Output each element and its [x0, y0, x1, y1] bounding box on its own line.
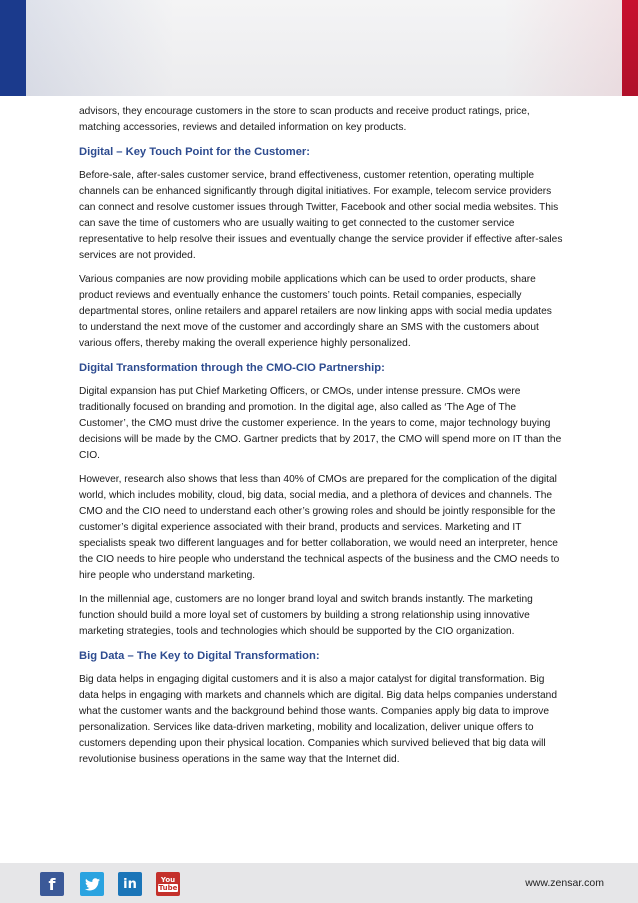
heading-cmo-cio-partnership: Digital Transformation through the CMO-CIO Partnership:: [79, 362, 385, 374]
linkedin-icon[interactable]: [118, 872, 142, 896]
youtube-glyph-bottom: Tube: [158, 884, 178, 892]
paragraph-millennial-age: In the millennial age, customers are no longer brand loyal and switch brands instantly. The marketing function should build a more loyal set of customers by building a strong relationship using innovative marketing strategies, tools and technologies which should be supported by the CIO organization.: [79, 594, 533, 637]
paragraph-intro-continuation: advisors, they encourage customers in the store to scan products and receive product ratings, price, matching accessories, reviews and detailed information on key products.: [79, 106, 530, 133]
paragraph-after-sales: Before-sale, after-sales customer service, brand effectiveness, customer retention, operating multiple channels can be enhanced significantly through digital initiatives. For example, telecom service providers can connect and resolve customer issues through Twitter, Facebook and other social media websites. This can save the time of customers who are usually waiting to get connected to the customer service representative to help resolve their issues and eventually change the service provider if effective after-sales services are not provided.: [79, 170, 563, 261]
header-gradient: [26, 0, 622, 96]
paragraph-mobile-apps: Various companies are now providing mobile applications which can be used to order products, share product reviews and eventually enhance the customers’ touch points. Retail companies, especially departmental stores, online retailers and apparel retailers are now linking apps with social media updates to understand the next move of the customer and accordingly share an SMS with the customers about various offers, thereby making the overall experience highly personalized.: [79, 274, 552, 349]
youtube-icon[interactable]: [156, 872, 180, 896]
twitter-bird-icon: [85, 878, 100, 891]
paragraph-big-data: Big data helps in engaging digital customers and it is also a major catalyst for digital transformation. Big data helps in engaging with markets and channels which are digital. Big data helps companies understand what the customer wants and the background behind those wants. Companies apply big data to improve personalization. Services like data-driven marketing, mobility and localization, deliver unique offers to customers depending upon their physical location. Companies which survived believed that big data will revolutionise business operations in the same way that the Internet did.: [79, 674, 557, 765]
website-url[interactable]: www.zensar.com: [525, 877, 604, 889]
page-footer: [0, 863, 638, 903]
article-body: [79, 104, 563, 776]
heading-big-data: Big Data – The Key to Digital Transformation:: [79, 650, 320, 662]
paragraph-cmo-cio-collaboration: However, research also shows that less than 40% of CMOs are prepared for the complication of the digital world, which includes mobility, cloud, big data, social media, and a plethora of devices and channels. The CMO and the CIO need to understand each other’s growing roles and should be jointly responsible for the customer’s digital experience associated with their brand, products and services. Marketing and IT specialists speak two different languages and for better collaboration, we would need an interpreter, hence the CIO needs to hire people who understand the technical aspects of the business and the CMO needs to hire people who understand marketing.: [79, 474, 560, 581]
paragraph-cmo-pressure: Digital expansion has put Chief Marketing Officers, or CMOs, under intense pressure. CMOs were traditionally focused on branding and promotion. In the digital age, also called as ‘The Age of The Customer’, the CMO must drive the customer experience. In the years to come, major technology buying decisions will be made by the CMO. Gartner predicts that by 2017, the CMO will spend more on IT than the CIO.: [79, 386, 562, 461]
facebook-glyph: f: [48, 874, 56, 894]
heading-digital-touch-point: Digital – Key Touch Point for the Customer:: [79, 146, 311, 158]
youtube-glyph-top: You: [160, 876, 176, 884]
facebook-icon[interactable]: [40, 872, 64, 896]
header-red-accent: [622, 0, 638, 96]
page-header-band: [0, 0, 638, 96]
linkedin-glyph: in: [123, 876, 137, 892]
twitter-icon[interactable]: [80, 872, 104, 896]
header-blue-accent: [0, 0, 26, 96]
